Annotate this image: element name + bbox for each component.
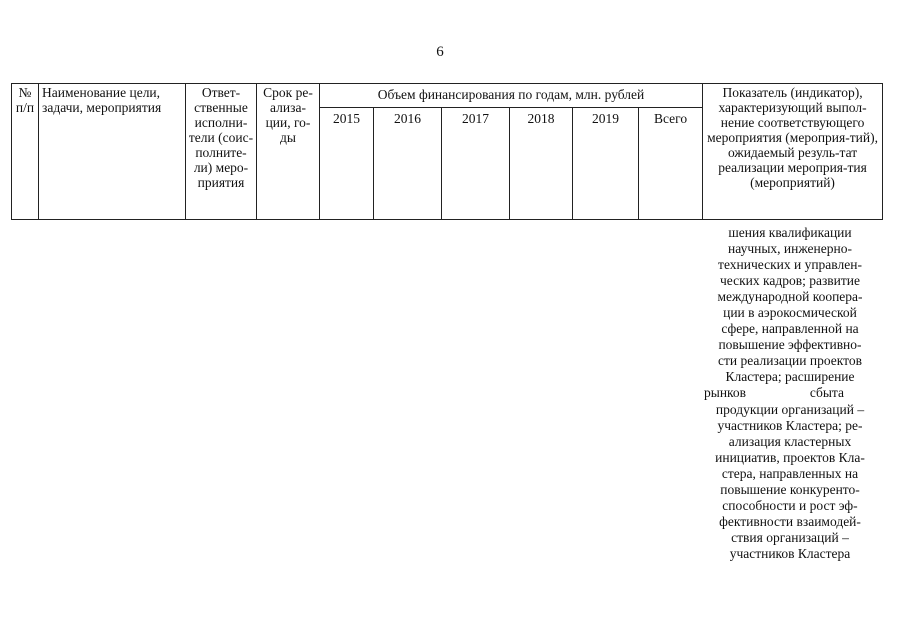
text-line: стера, направленных на [721, 465, 859, 481]
program-table-header [11, 83, 883, 220]
header-total: Всего [639, 108, 703, 220]
header-num: № п/п [12, 84, 39, 220]
text-line: ции в аэрокосмической [723, 305, 857, 321]
text-line: сти реализации проектов [718, 353, 862, 369]
text-line: фективности взаимодей- [719, 513, 861, 529]
text-line: участников Кластера [729, 545, 851, 561]
text-line: технических и управлен- [718, 257, 862, 273]
text-line: сфере, направленной на [721, 321, 859, 337]
text-line: повышение конкуренто- [720, 481, 860, 497]
text-line: ческих кадров; развитие [719, 273, 861, 289]
header-name: Наименование цели, задачи, мероприятия [39, 84, 186, 220]
text-line: способности и рост эф- [722, 497, 858, 513]
indicator-continuation-text [704, 225, 876, 562]
header-term: Срок ре-ализа-ции, го-ды [257, 84, 320, 220]
header-indicator: Показатель (индикатор), характеризующий выпол-нение соответствующего мероприятия (мероприя-тий), ожидаемый резуль-тат реализации мероприя-тия (мероприятий) [703, 84, 883, 220]
header-year-2019: 2019 [573, 108, 639, 220]
text-line: международной коопера- [717, 289, 863, 305]
header-financing: Объем финансирования по годам, млн. рублей [320, 84, 703, 108]
text-line: Кластера; расширение [725, 369, 855, 385]
text-line: научных, инженерно- [728, 241, 852, 257]
header-year-2015: 2015 [320, 108, 374, 220]
text-line: участников Кластера; ре- [717, 417, 863, 433]
text-line: повышение эффективно- [718, 337, 862, 353]
text-line: ствия организаций – [731, 529, 849, 545]
header-year-2018: 2018 [510, 108, 573, 220]
header-responsible: Ответ-ственные исполни-тели (соис-полните-ли) меро-приятия [186, 84, 257, 220]
page-number: 6 [436, 44, 444, 60]
text-line: продукции организаций – [715, 401, 865, 417]
text-line: шения квалификации [728, 225, 852, 240]
header-year-2017: 2017 [442, 108, 510, 220]
header-year-2016: 2016 [374, 108, 442, 220]
text-line: рынков сбыта [704, 385, 844, 401]
text-line: ализация кластерных [728, 433, 852, 449]
text-line: инициатив, проектов Кла- [715, 449, 865, 465]
